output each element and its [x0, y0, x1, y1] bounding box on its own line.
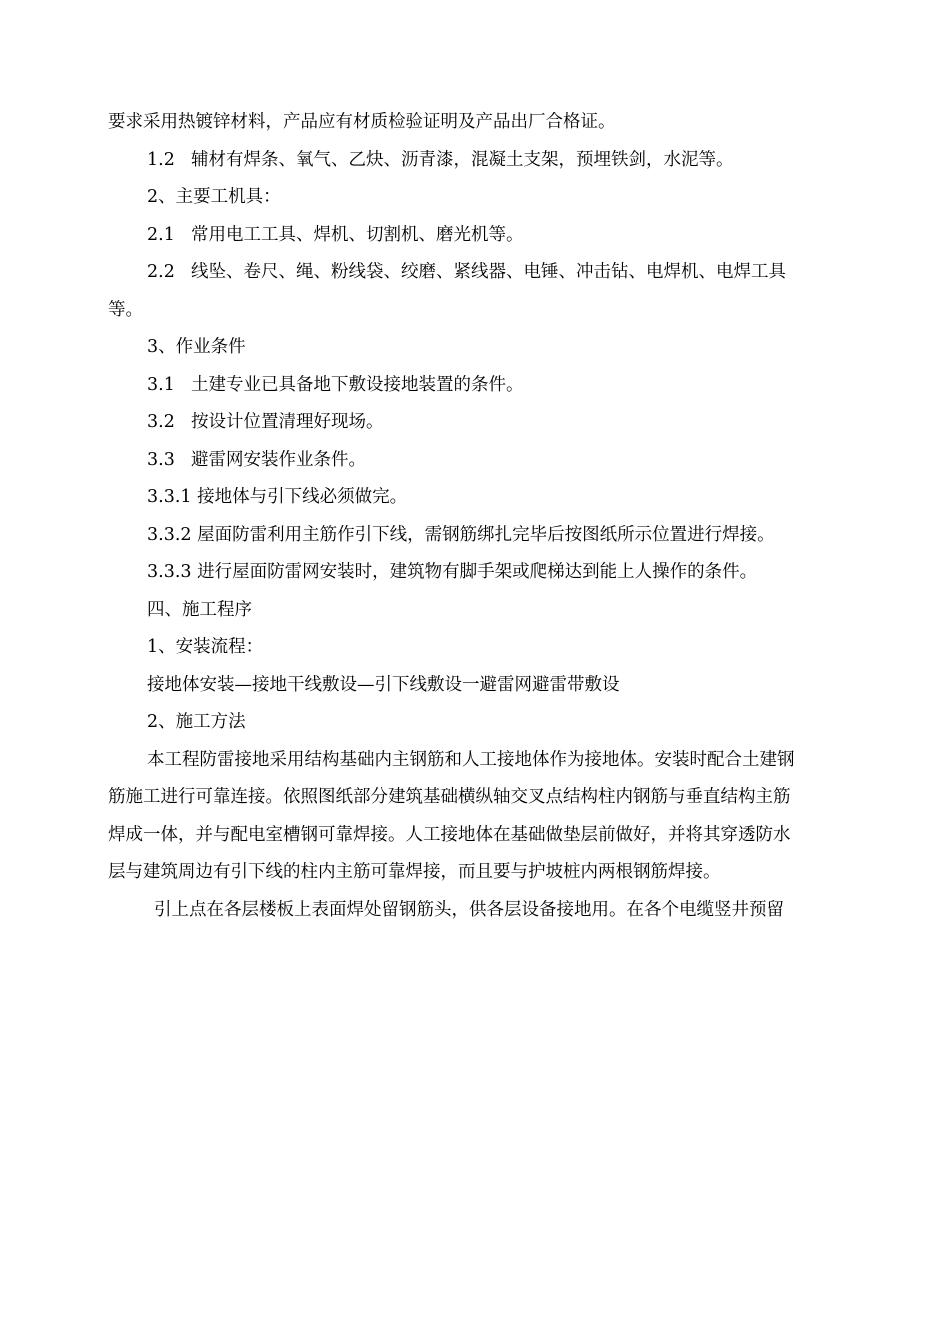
item-text: 常用电工工具、焊机、切割机、磨光机等。	[191, 224, 524, 245]
paragraph-line: 3.3.2 屋面防雷利用主筋作引下线，需钢筋绑扎完毕后按图纸所示位置进行焊接。	[147, 524, 775, 545]
paragraph-line: 要求采用热镀锌材料，产品应有材质检验证明及产品出厂合格证。	[108, 112, 616, 132]
section-heading: 2、主要工机具：	[147, 187, 281, 207]
paragraph-line: 接地体安装—接地干线敷设—引下线敷设一避雷网避雷带敷设	[147, 674, 620, 695]
item-number: 2.1	[147, 224, 175, 245]
item-text: 按设计位置清理好现场。	[191, 412, 384, 432]
paragraph-line: 筋施工进行可靠连接。依照图纸部分建筑基础横纵轴交叉点结构柱内钢筋与垂直结构主筋	[108, 787, 791, 807]
paragraph-line: 引上点在各层楼板上表面焊处留钢筋头，供各层设备接地用。在各个电缆竖井预留	[154, 899, 784, 920]
paragraph-line: 等。	[108, 299, 143, 320]
section-heading: 四、施工程序	[147, 599, 252, 620]
item-number: 1.2	[147, 149, 175, 170]
paragraph-line: 3.3.3 进行屋面防雷网安装时，建筑物有脚手架或爬梯达到能上人操作的条件。	[147, 562, 758, 582]
paragraph-line: 焊成一体，并与配电室槽钢可靠焊接。人工接地体在基础做垫层前做好，并将其穿透防水	[108, 824, 791, 845]
paragraph-line	[108, 217, 858, 255]
item-text: 线坠、卷尺、绳、粉线袋、绞磨、紧线器、电锤、冲击钻、电焊机、电焊工具	[191, 262, 786, 282]
section-heading: 1、安装流程：	[147, 637, 264, 657]
document-body	[108, 104, 858, 929]
section-heading: 2、施工方法	[147, 712, 246, 732]
item-number: 2.2	[147, 262, 175, 282]
item-text: 土建专业已具备地下敷设接地装置的条件。	[191, 374, 524, 395]
paragraph-line: 层与建筑周边有引下线的柱内主筋可靠焊接，而且要与护坡桩内两根钢筋焊接。	[108, 862, 721, 882]
paragraph-line	[108, 254, 858, 292]
paragraph-line	[108, 142, 858, 180]
item-text: 避雷网安装作业条件。	[191, 449, 366, 470]
section-heading: 3、作业条件	[147, 337, 246, 357]
paragraph-line	[108, 404, 858, 442]
item-text: 辅材有焊条、氧气、乙炔、沥青漆，混凝土支架，预埋铁剑，水泥等。	[191, 149, 734, 170]
item-number: 3.1	[147, 374, 175, 395]
paragraph-line	[108, 367, 858, 405]
item-number: 3.3	[147, 449, 175, 470]
paragraph-line: 本工程防雷接地采用结构基础内主钢筋和人工接地体作为接地体。安装时配合土建钢	[147, 749, 795, 770]
paragraph-line: 3.3.1 接地体与引下线必须做完。	[147, 487, 408, 507]
paragraph-line	[108, 442, 858, 480]
item-number: 3.2	[147, 412, 175, 432]
